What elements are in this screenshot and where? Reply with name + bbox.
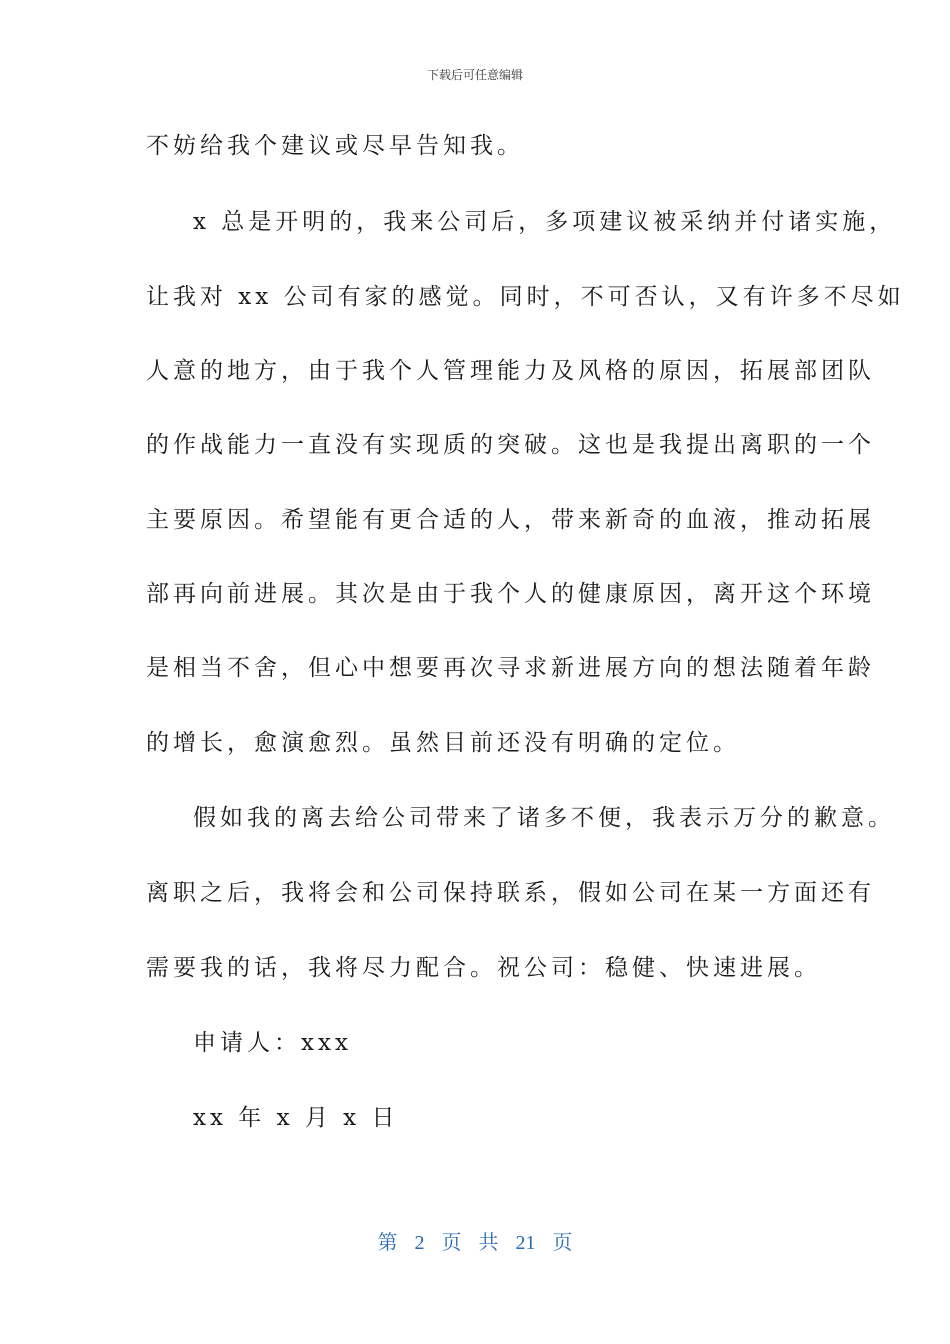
footer-label-total: 共 bbox=[478, 1232, 499, 1254]
footer-total-pages: 21 bbox=[515, 1232, 536, 1254]
header-note: 下载后可任意编辑 bbox=[426, 68, 523, 82]
signature-date: xx 年 x 月 x 日 bbox=[193, 1105, 399, 1131]
page-footer bbox=[0, 1226, 950, 1255]
footer-label-ye-end: 页 bbox=[552, 1232, 573, 1254]
body-line: 主要原因。希望能有更合适的人，带来新奇的血液，推动拓展 bbox=[146, 507, 875, 533]
footer-label-ye: 页 bbox=[441, 1232, 462, 1254]
body-line: x 总是开明的，我来公司后，多项建议被采纳并付诸实施， bbox=[193, 209, 897, 235]
signature-applicant: 申请人：xxx bbox=[193, 1030, 352, 1056]
body-line: 的增长，愈演愈烈。虽然目前还没有明确的定位。 bbox=[146, 730, 740, 756]
body-line: 不妨给我个建议或尽早告知我。 bbox=[146, 133, 524, 159]
footer-label-page: 第 bbox=[377, 1232, 398, 1254]
body-line: 让我对 xx 公司有家的感觉。同时，不可否认，又有许多不尽如 bbox=[146, 284, 905, 310]
body-line: 需要我的话，我将尽力配合。祝公司：稳健、快速进展。 bbox=[146, 955, 821, 981]
footer-current-page: 2 bbox=[414, 1232, 425, 1254]
body-line: 部再向前进展。其次是由于我个人的健康原因，离开这个环境 bbox=[146, 581, 875, 607]
body-line: 离职之后，我将会和公司保持联系，假如公司在某一方面还有 bbox=[146, 880, 875, 906]
body-line: 的作战能力一直没有实现质的突破。这也是我提出离职的一个 bbox=[146, 432, 875, 458]
body-line: 假如我的离去给公司带来了诸多不便，我表示万分的歉意。 bbox=[193, 805, 895, 831]
body-line: 人意的地方，由于我个人管理能力及风格的原因，拓展部团队 bbox=[146, 358, 875, 384]
body-line: 是相当不舍，但心中想要再次寻求新进展方向的想法随着年龄 bbox=[146, 655, 875, 681]
